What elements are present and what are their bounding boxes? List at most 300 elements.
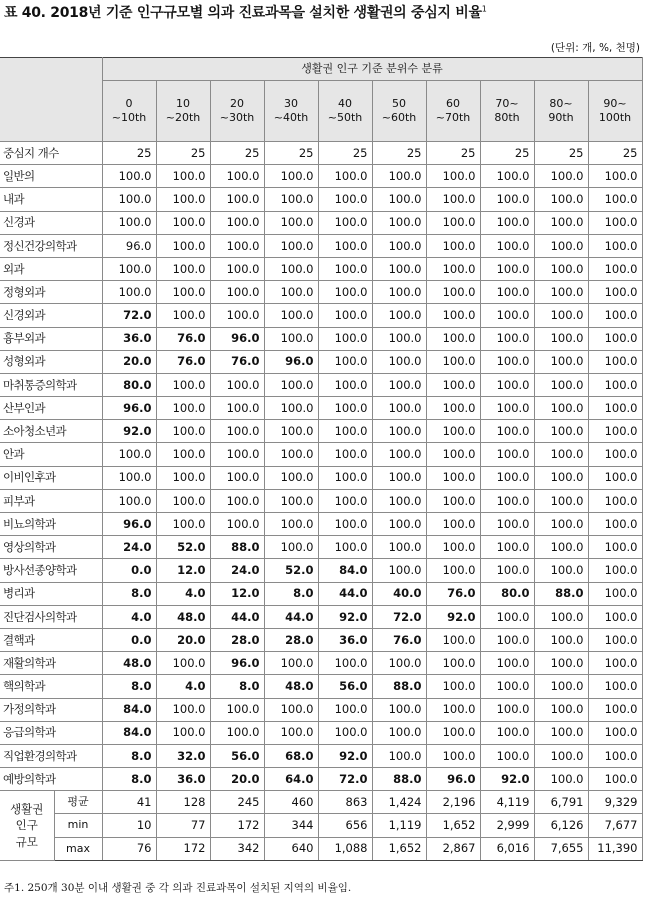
table-cell: 100.0 — [372, 304, 426, 327]
table-cell: 25 — [480, 142, 534, 165]
table-cell: 100.0 — [264, 211, 318, 234]
table-cell: 36.0 — [156, 768, 210, 791]
table-cell: 100.0 — [372, 281, 426, 304]
table-cell: 100.0 — [318, 281, 372, 304]
row-label: 정신건강의학과 — [0, 234, 102, 257]
table-cell: 100.0 — [318, 304, 372, 327]
table-cell: 100.0 — [372, 744, 426, 767]
table-row — [0, 768, 642, 791]
table-cell: 100.0 — [426, 466, 480, 489]
table-cell: 100.0 — [534, 327, 588, 350]
table-cell: 100.0 — [534, 257, 588, 280]
table-cell: 100.0 — [588, 536, 642, 559]
table-cell: 25 — [426, 142, 480, 165]
table-cell: 100.0 — [318, 257, 372, 280]
table-cell: 56.0 — [318, 675, 372, 698]
table-cell: 100.0 — [210, 188, 264, 211]
table-cell: 100.0 — [480, 257, 534, 280]
table-cell: 25 — [156, 142, 210, 165]
table-cell: 88.0 — [372, 675, 426, 698]
table-cell: 10 — [102, 814, 156, 837]
table-cell: 100.0 — [210, 373, 264, 396]
table-cell: 24.0 — [102, 536, 156, 559]
table-cell: 44.0 — [210, 605, 264, 628]
table-cell: 100.0 — [156, 420, 210, 443]
table-cell: 100.0 — [534, 721, 588, 744]
table-row — [0, 257, 642, 280]
table-cell: 100.0 — [588, 559, 642, 582]
table-cell: 100.0 — [588, 257, 642, 280]
table-cell: 100.0 — [102, 281, 156, 304]
stats-label: 평균 — [54, 791, 102, 814]
table-cell: 100.0 — [534, 489, 588, 512]
table-cell: 100.0 — [426, 350, 480, 373]
table-cell: 92.0 — [102, 420, 156, 443]
table-cell: 100.0 — [534, 397, 588, 420]
table-cell: 96.0 — [210, 652, 264, 675]
table-cell: 100.0 — [588, 304, 642, 327]
table-cell: 128 — [156, 791, 210, 814]
table-row — [0, 675, 642, 698]
table-cell: 100.0 — [318, 188, 372, 211]
table-cell: 100.0 — [480, 165, 534, 188]
table-cell: 100.0 — [372, 350, 426, 373]
table-cell: 100.0 — [480, 628, 534, 651]
group-header: 생활권 인구 기준 분위수 분류 — [102, 58, 642, 81]
table-cell: 100.0 — [534, 698, 588, 721]
table-cell: 92.0 — [318, 744, 372, 767]
table-cell: 1,119 — [372, 814, 426, 837]
table-cell: 100.0 — [426, 698, 480, 721]
row-label: 재활의학과 — [0, 652, 102, 675]
table-cell: 100.0 — [156, 721, 210, 744]
row-label: 정형외과 — [0, 281, 102, 304]
table-cell: 8.0 — [102, 744, 156, 767]
row-label: 영상의학과 — [0, 536, 102, 559]
table-cell: 100.0 — [102, 211, 156, 234]
table-cell: 100.0 — [264, 721, 318, 744]
table-cell: 100.0 — [480, 652, 534, 675]
table-cell: 100.0 — [372, 466, 426, 489]
table-cell: 8.0 — [102, 582, 156, 605]
table-cell: 36.0 — [102, 327, 156, 350]
table-cell: 100.0 — [534, 234, 588, 257]
table-cell: 28.0 — [210, 628, 264, 651]
table-cell: 100.0 — [534, 420, 588, 443]
column-header — [426, 81, 480, 142]
table-cell: 100.0 — [588, 582, 642, 605]
table-cell: 100.0 — [264, 466, 318, 489]
table-cell: 72.0 — [318, 768, 372, 791]
table-cell: 100.0 — [264, 489, 318, 512]
table-row — [0, 397, 642, 420]
table-cell: 100.0 — [588, 281, 642, 304]
table-cell: 48.0 — [156, 605, 210, 628]
table-cell: 100.0 — [426, 257, 480, 280]
table-cell: 100.0 — [372, 188, 426, 211]
table-cell: 100.0 — [372, 443, 426, 466]
column-header-bottom: 80th — [494, 111, 520, 124]
column-header — [534, 81, 588, 142]
table-cell: 100.0 — [534, 373, 588, 396]
row-label: 피부과 — [0, 489, 102, 512]
row-label: 핵의학과 — [0, 675, 102, 698]
column-header-top: 40 — [338, 97, 352, 111]
table-cell: 100.0 — [210, 513, 264, 536]
table-cell: 84.0 — [102, 721, 156, 744]
table-cell: 100.0 — [318, 466, 372, 489]
table-cell: 41 — [102, 791, 156, 814]
table-row — [0, 304, 642, 327]
table-cell: 100.0 — [480, 675, 534, 698]
table-cell: 100.0 — [534, 559, 588, 582]
table-cell: 25 — [210, 142, 264, 165]
table-cell: 100.0 — [372, 211, 426, 234]
table-cell: 100.0 — [318, 350, 372, 373]
stats-label: min — [54, 814, 102, 837]
table-cell: 100.0 — [480, 489, 534, 512]
table-row — [0, 327, 642, 350]
table-cell: 100.0 — [480, 327, 534, 350]
table-cell: 20.0 — [156, 628, 210, 651]
table-cell: 100.0 — [156, 698, 210, 721]
row-label: 안과 — [0, 443, 102, 466]
table-cell: 100.0 — [480, 188, 534, 211]
table-cell: 100.0 — [156, 652, 210, 675]
table-cell: 100.0 — [318, 211, 372, 234]
table-cell: 100.0 — [534, 165, 588, 188]
table-cell: 100.0 — [480, 373, 534, 396]
table-cell: 342 — [210, 837, 264, 860]
column-header — [480, 81, 534, 142]
table-cell: 100.0 — [210, 443, 264, 466]
table-cell: 100.0 — [480, 559, 534, 582]
table-cell: 48.0 — [102, 652, 156, 675]
table-cell: 4,119 — [480, 791, 534, 814]
table-cell: 100.0 — [480, 721, 534, 744]
table-cell: 88.0 — [210, 536, 264, 559]
table-row — [0, 188, 642, 211]
table-cell: 20.0 — [102, 350, 156, 373]
table-cell: 100.0 — [264, 698, 318, 721]
row-label: 외과 — [0, 257, 102, 280]
table-cell: 100.0 — [480, 744, 534, 767]
table-cell: 96.0 — [102, 397, 156, 420]
table-cell: 100.0 — [426, 281, 480, 304]
table-cell: 25 — [318, 142, 372, 165]
column-header-bottom: ~30th — [219, 111, 255, 124]
table-cell: 76 — [102, 837, 156, 860]
table-row — [0, 721, 642, 744]
table-cell: 100.0 — [588, 211, 642, 234]
table-cell: 96.0 — [102, 234, 156, 257]
table-cell: 100.0 — [426, 234, 480, 257]
table-cell: 4.0 — [156, 582, 210, 605]
row-label: 비뇨의학과 — [0, 513, 102, 536]
header-corner — [0, 58, 102, 142]
table-row — [0, 582, 642, 605]
table-cell: 100.0 — [156, 281, 210, 304]
table-cell: 100.0 — [426, 628, 480, 651]
table-cell: 88.0 — [534, 582, 588, 605]
table-cell: 56.0 — [210, 744, 264, 767]
table-cell: 100.0 — [426, 420, 480, 443]
stats-row — [0, 791, 642, 814]
table-cell: 100.0 — [426, 489, 480, 512]
table-cell: 6,791 — [534, 791, 588, 814]
table-cell: 100.0 — [480, 698, 534, 721]
row-label: 신경과 — [0, 211, 102, 234]
row-label: 직업환경의학과 — [0, 744, 102, 767]
stats-group-line: 인구 — [15, 818, 38, 833]
table-cell: 100.0 — [588, 188, 642, 211]
table-cell: 100.0 — [102, 257, 156, 280]
table-row — [0, 466, 642, 489]
table-cell: 100.0 — [156, 489, 210, 512]
table-cell: 100.0 — [534, 513, 588, 536]
table-cell: 100.0 — [426, 443, 480, 466]
table-cell: 100.0 — [372, 327, 426, 350]
table-cell: 100.0 — [318, 721, 372, 744]
table-cell: 100.0 — [480, 211, 534, 234]
table-cell: 100.0 — [264, 234, 318, 257]
table-cell: 25 — [588, 142, 642, 165]
table-cell: 100.0 — [426, 744, 480, 767]
table-cell: 76.0 — [156, 350, 210, 373]
stats-label: max — [54, 837, 102, 860]
table-cell: 100.0 — [534, 466, 588, 489]
table-cell: 100.0 — [318, 397, 372, 420]
table-cell: 8.0 — [102, 675, 156, 698]
table-cell: 76.0 — [156, 327, 210, 350]
table-cell: 7,655 — [534, 837, 588, 860]
table-cell: 245 — [210, 791, 264, 814]
table-cell: 40.0 — [372, 582, 426, 605]
table-cell: 1,088 — [318, 837, 372, 860]
table-cell: 172 — [156, 837, 210, 860]
table-cell: 100.0 — [372, 165, 426, 188]
table-cell: 100.0 — [426, 397, 480, 420]
column-header-top: 30 — [284, 97, 298, 111]
table-cell: 100.0 — [588, 513, 642, 536]
table-cell: 100.0 — [426, 211, 480, 234]
table-row — [0, 628, 642, 651]
table-cell: 8.0 — [102, 768, 156, 791]
table-cell: 25 — [534, 142, 588, 165]
table-cell: 100.0 — [372, 513, 426, 536]
table-cell: 48.0 — [264, 675, 318, 698]
table-cell: 100.0 — [102, 188, 156, 211]
row-label: 소아청소년과 — [0, 420, 102, 443]
table-cell: 100.0 — [264, 281, 318, 304]
column-header-top: 80~ — [549, 97, 573, 111]
table-cell: 460 — [264, 791, 318, 814]
table-cell: 100.0 — [534, 628, 588, 651]
table-cell: 8.0 — [264, 582, 318, 605]
table-cell: 100.0 — [264, 165, 318, 188]
table-cell: 344 — [264, 814, 318, 837]
row-label: 병리과 — [0, 582, 102, 605]
table-cell: 100.0 — [372, 397, 426, 420]
table-cell: 96.0 — [210, 327, 264, 350]
table-cell: 100.0 — [264, 373, 318, 396]
table-row — [0, 698, 642, 721]
table-cell: 100.0 — [534, 536, 588, 559]
row-label: 방사선종양학과 — [0, 559, 102, 582]
table-cell: 100.0 — [588, 234, 642, 257]
column-header-bottom: 90th — [548, 111, 574, 124]
stats-group-label — [0, 791, 54, 861]
table-cell: 100.0 — [426, 652, 480, 675]
column-header — [372, 81, 426, 142]
column-header-bottom: ~60th — [381, 111, 417, 124]
table-cell: 100.0 — [372, 559, 426, 582]
row-label: 이비인후과 — [0, 466, 102, 489]
row-label: 진단검사의학과 — [0, 605, 102, 628]
table-cell: 100.0 — [318, 652, 372, 675]
stats-row — [0, 814, 642, 837]
table-cell: 100.0 — [318, 513, 372, 536]
table-cell: 100.0 — [426, 513, 480, 536]
table-cell: 100.0 — [210, 489, 264, 512]
column-header-bottom: ~20th — [165, 111, 201, 124]
table-row — [0, 373, 642, 396]
table-cell: 100.0 — [264, 443, 318, 466]
table-cell: 172 — [210, 814, 264, 837]
table-cell: 100.0 — [372, 489, 426, 512]
table-row — [0, 513, 642, 536]
column-header — [210, 81, 264, 142]
table-cell: 25 — [102, 142, 156, 165]
table-cell: 100.0 — [372, 373, 426, 396]
table-cell: 100.0 — [588, 605, 642, 628]
table-cell: 100.0 — [480, 281, 534, 304]
table-cell: 52.0 — [264, 559, 318, 582]
table-cell: 100.0 — [588, 628, 642, 651]
stats-group-line: 생활권 — [10, 801, 44, 816]
table-row — [0, 420, 642, 443]
table-cell: 100.0 — [156, 466, 210, 489]
table-cell: 100.0 — [588, 466, 642, 489]
table-cell: 100.0 — [372, 652, 426, 675]
table-row — [0, 559, 642, 582]
table-cell: 100.0 — [102, 489, 156, 512]
table-cell: 52.0 — [156, 536, 210, 559]
table-cell: 92.0 — [426, 605, 480, 628]
table-row — [0, 489, 642, 512]
table-row — [0, 652, 642, 675]
table-cell: 64.0 — [264, 768, 318, 791]
table-cell: 100.0 — [588, 721, 642, 744]
table-cell: 100.0 — [210, 281, 264, 304]
table-cell: 100.0 — [102, 443, 156, 466]
row-label: 일반의 — [0, 165, 102, 188]
row-label: 내과 — [0, 188, 102, 211]
table-cell: 100.0 — [534, 768, 588, 791]
table-row — [0, 165, 642, 188]
table-cell: 100.0 — [318, 234, 372, 257]
table-cell: 76.0 — [372, 628, 426, 651]
table-cell: 100.0 — [426, 721, 480, 744]
table-cell: 100.0 — [264, 257, 318, 280]
table-row — [0, 536, 642, 559]
table-cell: 11,390 — [588, 837, 642, 860]
table-cell: 2,999 — [480, 814, 534, 837]
table-cell: 100.0 — [480, 397, 534, 420]
table-cell: 0.0 — [102, 628, 156, 651]
column-header-bottom: ~10th — [111, 111, 147, 124]
table-cell: 100.0 — [318, 489, 372, 512]
table-cell: 100.0 — [588, 443, 642, 466]
table-cell: 100.0 — [588, 675, 642, 698]
table-cell: 84.0 — [102, 698, 156, 721]
column-header — [156, 81, 210, 142]
row-label: 결핵과 — [0, 628, 102, 651]
table-cell: 100.0 — [156, 165, 210, 188]
table-cell: 100.0 — [480, 234, 534, 257]
title-footnote-mark: 1 — [481, 4, 487, 14]
table-cell: 100.0 — [372, 234, 426, 257]
column-header — [264, 81, 318, 142]
table-cell: 100.0 — [210, 165, 264, 188]
table-cell: 12.0 — [156, 559, 210, 582]
column-header — [318, 81, 372, 142]
table-cell: 77 — [156, 814, 210, 837]
table-cell: 100.0 — [264, 188, 318, 211]
table-cell: 100.0 — [264, 420, 318, 443]
table-cell: 100.0 — [588, 489, 642, 512]
table-cell: 100.0 — [156, 257, 210, 280]
table-cell: 100.0 — [210, 698, 264, 721]
table-cell: 1,652 — [426, 814, 480, 837]
column-header-top: 50 — [392, 97, 406, 111]
table-cell: 100.0 — [210, 397, 264, 420]
table-cell: 100.0 — [426, 165, 480, 188]
table-cell: 863 — [318, 791, 372, 814]
column-header-bottom: ~40th — [273, 111, 309, 124]
table-cell: 100.0 — [102, 466, 156, 489]
table-cell: 100.0 — [102, 165, 156, 188]
table-cell: 100.0 — [264, 327, 318, 350]
footnote: 주1. 250개 30분 이내 생활권 중 각 의과 진료과목이 설치된 지역의 비율임. — [4, 882, 352, 894]
table-cell: 2,196 — [426, 791, 480, 814]
column-header — [102, 81, 156, 142]
table-cell: 100.0 — [318, 327, 372, 350]
table-cell: 100.0 — [318, 420, 372, 443]
unit-label: (단위: 개, %, 천명) — [550, 42, 640, 54]
table-cell: 100.0 — [534, 744, 588, 767]
table-row — [0, 211, 642, 234]
table-cell: 12.0 — [210, 582, 264, 605]
column-header-bottom: ~50th — [327, 111, 363, 124]
column-header — [588, 81, 642, 142]
table-cell: 100.0 — [534, 443, 588, 466]
row-label: 응급의학과 — [0, 721, 102, 744]
table-cell: 44.0 — [318, 582, 372, 605]
table-row — [0, 605, 642, 628]
table-row — [0, 281, 642, 304]
table-cell: 6,016 — [480, 837, 534, 860]
table-cell: 100.0 — [210, 721, 264, 744]
table-cell: 7,677 — [588, 814, 642, 837]
table-cell: 100.0 — [210, 466, 264, 489]
table-cell: 36.0 — [318, 628, 372, 651]
table-cell: 100.0 — [426, 559, 480, 582]
table-cell: 96.0 — [426, 768, 480, 791]
table-cell: 100.0 — [588, 350, 642, 373]
table-cell: 100.0 — [210, 420, 264, 443]
table-cell: 4.0 — [102, 605, 156, 628]
